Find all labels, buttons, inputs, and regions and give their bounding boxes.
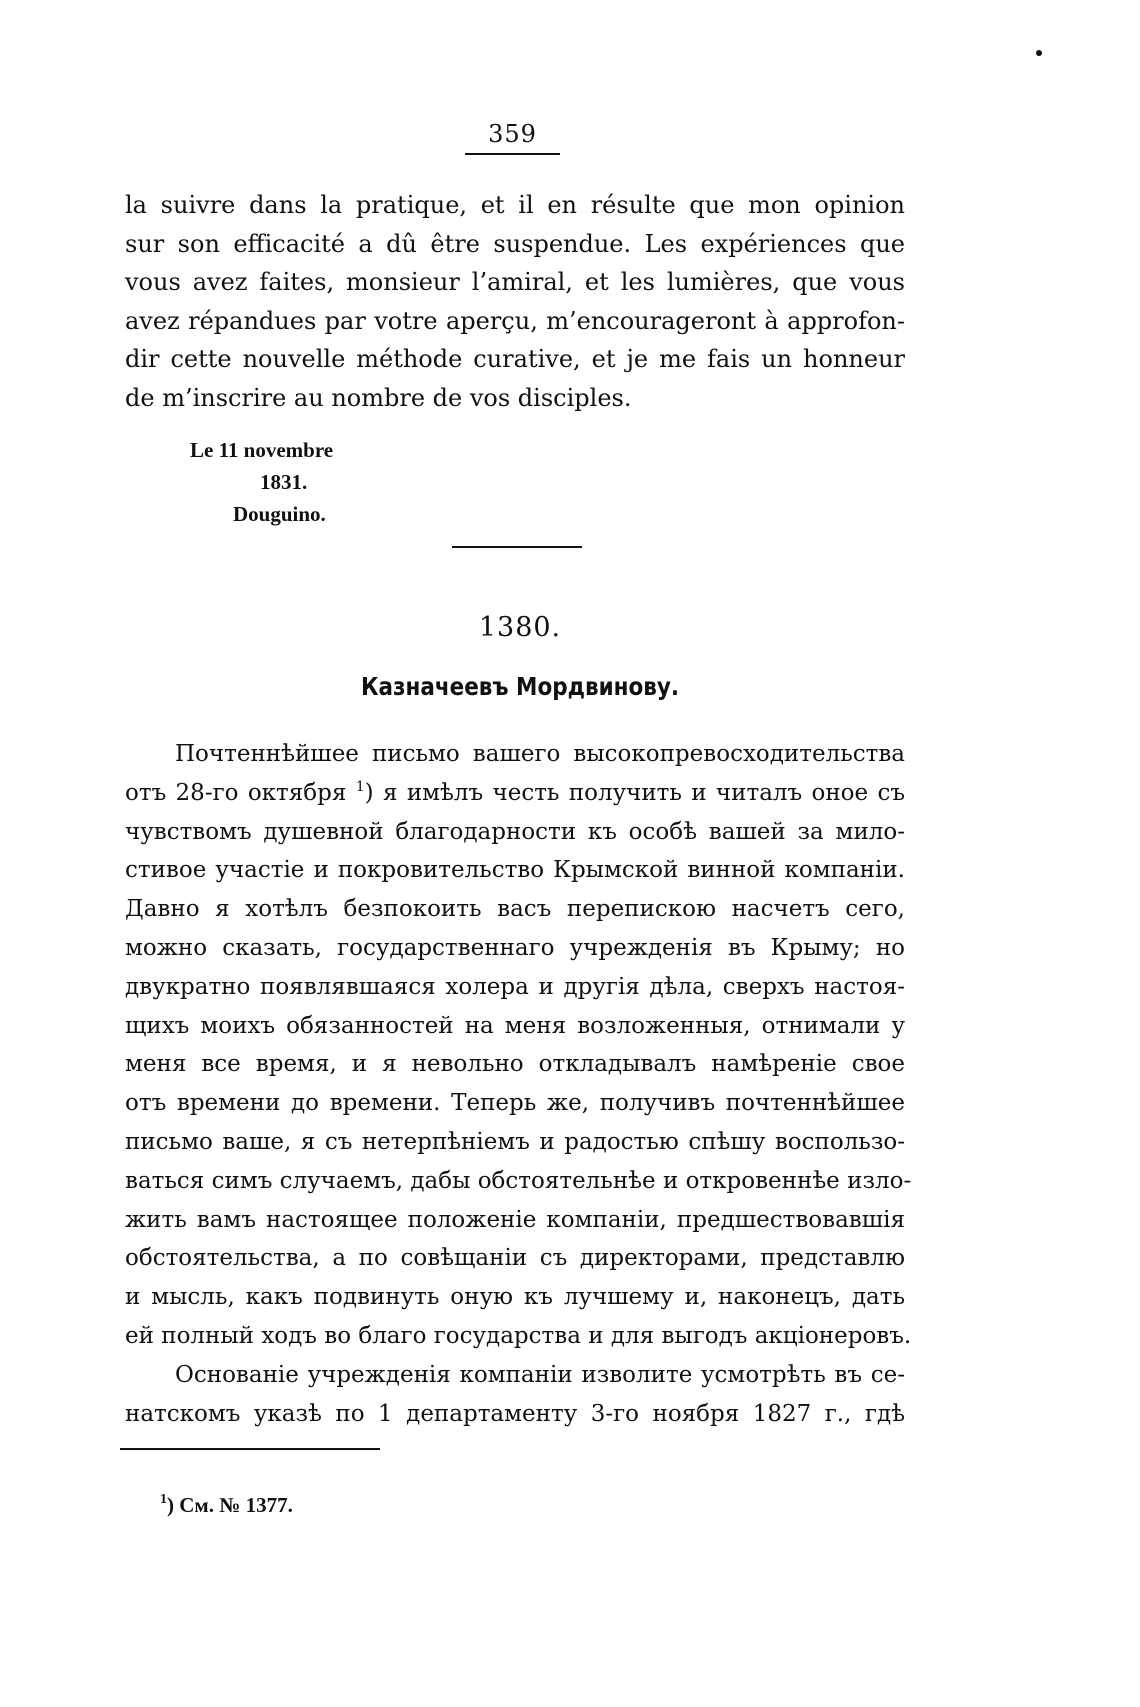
french-line: dir cette nouvelle méthode curative, et je me fais un honneur bbox=[125, 345, 905, 373]
letter-title: Казначеевъ Мордвинову. bbox=[360, 672, 680, 701]
french-line: vous avez faites, monsieur l’amiral, et les lumières, que vous bbox=[125, 268, 905, 296]
footnote-marker: 1 bbox=[160, 1492, 167, 1507]
body-line: письмо ваше, я съ нетерпѣніемъ и радостью спѣшу воспользо- bbox=[125, 1128, 905, 1155]
body-line: ваться симъ случаемъ, дабы обстоятельнѣе и откровеннѣе изло- bbox=[125, 1167, 912, 1194]
body-line: Почтеннѣйшее письмо вашего высокопревосходительства bbox=[175, 741, 905, 767]
body-line: натскомъ указѣ по 1 департаменту 3-го ноября 1827 г., гдѣ bbox=[125, 1400, 905, 1427]
french-line: avez répandues par votre aperçu, m’encourageront à approfon- bbox=[125, 306, 905, 335]
french-paragraph bbox=[125, 186, 905, 417]
body-line: можно сказать, государственнаго учрежденія въ Крыму; но bbox=[125, 934, 905, 961]
speck-mark bbox=[1036, 50, 1042, 56]
french-line: sur son efficacité a dû être suspendue. Les expériences que bbox=[125, 229, 905, 258]
section-divider bbox=[452, 546, 582, 548]
letter-body bbox=[125, 735, 912, 1433]
body-line: обстоятельства, а по совѣщаніи съ директорами, представлю bbox=[125, 1245, 905, 1272]
french-line: de m’inscrire au nombre de vos disciples. bbox=[125, 383, 632, 412]
footnote-reference: 1 bbox=[355, 778, 365, 795]
body-line: чувствомъ душевной благодарности къ особѣ вашей за мило- bbox=[125, 818, 905, 845]
body-line: стивое участіе и покровительство Крымской винной компаніи. bbox=[125, 857, 905, 884]
body-line: ей полный ходъ во благо государства и для выгодъ акціонеровъ. bbox=[125, 1322, 912, 1349]
french-line: la suivre dans la pratique, et il en résulte que mon opinion bbox=[125, 191, 905, 219]
body-line-with-note bbox=[125, 774, 905, 813]
body-line: меня все время, и я невольно откладывалъ намѣреніе свое bbox=[125, 1051, 905, 1078]
footnote bbox=[160, 1493, 293, 1518]
body-line: жить вамъ настоящее положеніе компаніи, предшествовавшія bbox=[125, 1206, 905, 1233]
body-line: отъ времени до времени. Теперь же, получивъ почтеннѣйшее bbox=[125, 1090, 905, 1117]
body-text: ) я имѣлъ честь получить и читалъ оное съ bbox=[364, 779, 905, 806]
letter-number: 1380. bbox=[478, 612, 562, 643]
body-line: Давно я хотѣлъ безпокоить васъ перепискою насчетъ сего, bbox=[125, 896, 905, 923]
footnote-text: ) См. № 1377. bbox=[167, 1493, 293, 1517]
signature-year: 1831. bbox=[260, 470, 308, 494]
signature-date: Le 11 novembre bbox=[190, 438, 334, 462]
signature-place: Douguino. bbox=[233, 502, 326, 526]
body-line: двукратно появлявшаяся холера и другія дѣла, сверхъ настоя- bbox=[125, 973, 905, 1000]
page-number-underline bbox=[465, 153, 560, 155]
body-line: щихъ моихъ обязанностей на меня возложенныя, отнимали у bbox=[125, 1012, 905, 1039]
body-text: отъ 28-го октября bbox=[125, 779, 347, 806]
footnote-separator bbox=[120, 1448, 380, 1450]
body-line: и мысль, какъ подвинуть оную къ лучшему и, наконецъ, дать bbox=[125, 1284, 905, 1311]
body-line: Основаніе учрежденія компаніи изволите усмотрѣть въ се- bbox=[175, 1361, 905, 1388]
page-number: 359 bbox=[488, 120, 537, 148]
